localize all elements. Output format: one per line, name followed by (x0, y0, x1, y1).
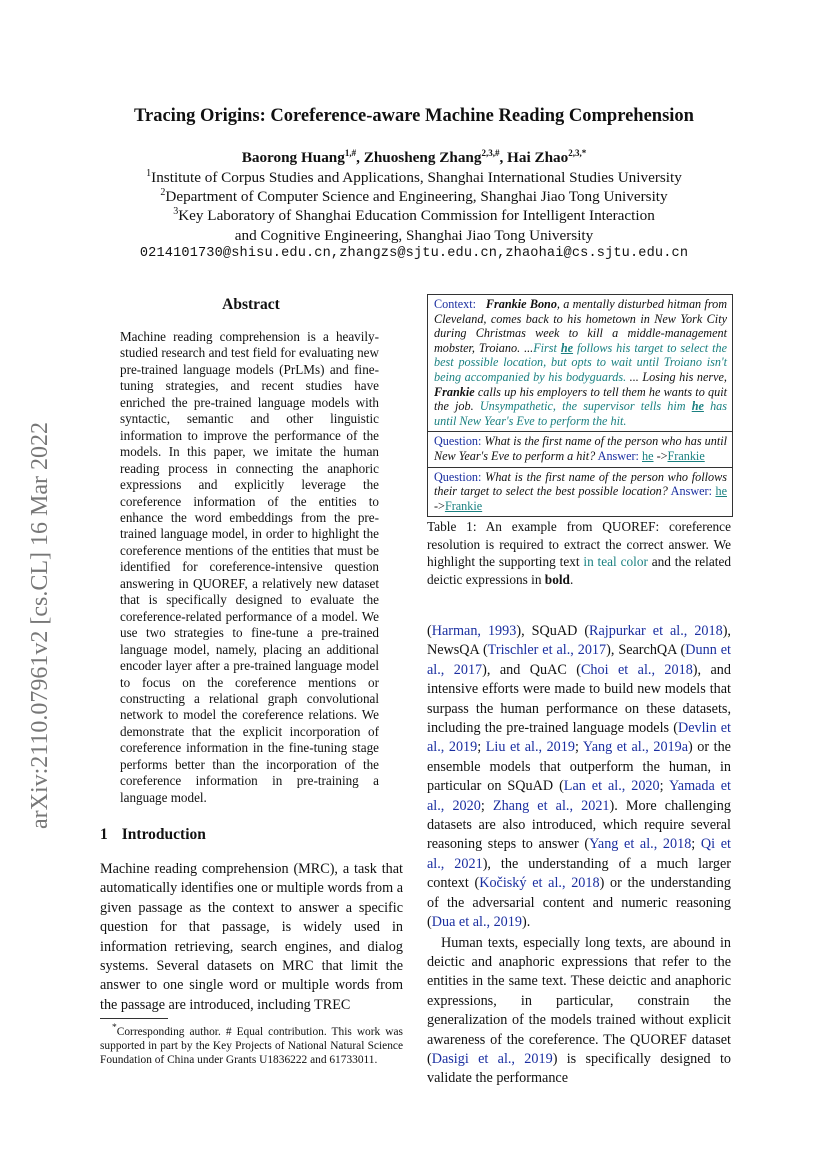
body-text: ; (574, 739, 583, 756)
body-text: ), NewsQA ( (427, 623, 731, 659)
affiliation (0, 206, 828, 225)
affiliation-mark: 3 (173, 206, 179, 217)
intro-text: Machine reading comprehension (MRC), a task that automatically identifies one or multiple words from a given passage as the context to answer a specific question for that passage, is widely used in information retrieving, search engines, and dialog systems. Several datasets on MRC that limit the answer to one single word or multiple words from the passage are introduced, including TREC (100, 861, 403, 1013)
caption-bold-text: bold (544, 571, 570, 587)
body-text: ), and intensive efforts were made to build new models that surpass the human performance on these datasets, including the pre-trained language models ( (427, 661, 731, 737)
citation-link[interactable]: Liu et al., 2019 (485, 739, 575, 756)
body-text: ). (521, 914, 531, 931)
section-title: Introduction (121, 826, 206, 843)
section-heading (100, 826, 220, 844)
context-label: Context: (434, 297, 476, 311)
answer-mention: he (715, 484, 727, 499)
body-text: ), SearchQA ( (606, 642, 686, 659)
context-entity: Frankie Bono (485, 297, 557, 311)
author-emails: 0214101730@shisu.edu.cn,zhangzs@sjtu.edu.cn,zhaohai@cs.sjtu.edu.cn (139, 246, 689, 261)
affiliation-text: Key Laboratory of Shanghai Education Commission for Intelligent Interaction (178, 207, 655, 225)
paragraph (427, 934, 731, 1089)
table-context-cell (428, 295, 732, 431)
body-text: ; (477, 739, 486, 756)
question-text: What is the first name of the person who follows their target to select the best possible location? (434, 469, 727, 499)
abstract-text: Machine reading comprehension is a heavily-studied research and test field for evaluating new pre-trained language models (PrLMs) and fine-tuning strategies, and recent studies have enriched the pre-trained language models with syntactic, semantic and other linguistic information to improve the performance of the models. In this paper, we imitate the human reading process in connecting the anaphoric expressions and explicitly leverage the coreference information of the entities to enhance the word embeddings from the pre-trained language model, in order to highlight the coreference mentions of the entities that must be identified for coreference-intensive question answering in QUOREF, a relatively new dataset that is specifically designed to evaluate the coreference-related performance of a model. We use two strategies to fine-tune a pre-trained language model, namely, placing an additional encoder layer after a pre-trained language model to focus on the coreference mentions or constructing a relational graph convolutional network to model the coreference relations. We demonstrate that the explicit incorporation of coreference information in the fine-tuning stage performs better than the incorporation of the coreference information in pre-training a language model. (120, 329, 379, 805)
citation-link[interactable]: Zhang et al., 2021 (492, 797, 610, 814)
supporting-text: follows his target to select the best possible location, but opts to wait until Troiano isn't being accompanied by his bodyguards. (434, 340, 727, 384)
author-affiliation-mark: 2,3,* (568, 148, 587, 158)
paper-title: Tracing Origins: Coreference-aware Machine Reading Comprehension (134, 106, 694, 126)
body-text: ) is specifically designed to validate the performance (427, 1050, 731, 1087)
affiliation-text: Department of Computer Science and Engineering, Shanghai Jiao Tong University (165, 188, 668, 206)
citation-link[interactable]: Yang et al., 2019a (582, 739, 689, 756)
table-question-cell (428, 467, 732, 517)
body-text: ) or the understanding of the adversarial content and numeric reasoning ( (427, 875, 731, 931)
citation-link[interactable]: Harman, 1993 (431, 623, 517, 639)
context-text: , a mentally disturbed hitman from Cleveland, comes back to his hometown in New York City during Christmas week to kill a middle-management mobster, Troiano. ... (434, 297, 727, 355)
deictic-expression: he (691, 399, 704, 414)
answer-label: Answer: (667, 484, 712, 499)
footnote-divider (100, 1018, 168, 1019)
citation-link[interactable]: Choi et al., 2018 (580, 661, 693, 678)
affiliation-text: Institute of Corpus Studies and Applications, Shanghai International Studies University (151, 169, 682, 187)
author-name: Zhuosheng Zhang (363, 149, 482, 167)
body-text: ), SQuAD ( (516, 623, 590, 639)
caption-text: . (569, 571, 574, 587)
affiliation (0, 187, 828, 206)
body-text: ), and QuAC ( (482, 661, 581, 678)
answer-arrow: -> (434, 498, 445, 513)
context-text: ... Losing his nerve, (626, 369, 727, 384)
context-text: calls up his employers to tell them he wants to quit the job. (434, 384, 727, 414)
footnote-text: Corresponding author. # Equal contribution. This work was supported in part by the Key Projects of National Natural Science Foundation of China under Grants U1836222 and 61733011. (100, 1025, 403, 1067)
caption-text: Table 1: An example from QUOREF: coreference resolution is required to extract the correct answer. We highlight the supporting text (427, 519, 731, 569)
author-name: Hai Zhao (507, 149, 569, 167)
body-text: ; (659, 778, 669, 795)
question-label: Question: (434, 434, 482, 449)
question-text: What is the first name of the person who has until New Year's Eve to perform a hit? (434, 434, 727, 463)
caption-text: and the related deictic expressions in (427, 554, 731, 587)
citation-link[interactable]: Rajpurkar et al., 2018 (589, 623, 723, 639)
affiliation-mark: 1 (146, 168, 152, 179)
answer-entity: Frankie (667, 448, 705, 463)
citation-link[interactable]: Lan et al., 2020 (563, 778, 660, 795)
supporting-text: First (533, 340, 561, 355)
author-name: Baorong Huang (241, 149, 345, 167)
body-text: ; (480, 797, 493, 814)
answer-entity: Frankie (444, 498, 483, 513)
author-affiliation-mark: 1,# (344, 148, 357, 158)
citation-link[interactable]: Kočiský et al., 2018 (479, 875, 600, 892)
citation-link[interactable]: Devlin et al., 2019 (427, 720, 731, 756)
citation-link[interactable]: Dunn et al., 2017 (427, 642, 731, 678)
question-label: Question: (434, 469, 482, 484)
answer-label: Answer: (595, 448, 639, 463)
citation-link[interactable]: Trischler et al., 2017 (487, 642, 607, 659)
arxiv-stamp: arXiv:2110.07961v2 [cs.CL] 16 Mar 2022 (27, 421, 53, 830)
footnote-mark: * (112, 1023, 117, 1033)
body-text: ). More challenging datasets are also introduced, which require several reasoning steps to answer ( (427, 797, 731, 853)
affiliation (0, 168, 828, 187)
answer-arrow: -> (653, 448, 668, 463)
citation-link[interactable]: Dasigi et al., 2019 (431, 1050, 553, 1067)
answer-mention: he (642, 448, 654, 463)
context-entity: Frankie (434, 384, 475, 399)
paragraph: (Harman, 1993), SQuAD (Rajpurkar et al., 2018), NewsQA (Trischler et al., 2017), SearchQA (Dunn et al., 2017), and QuAC (Choi et al., 2018), and intensive efforts were made to build new models that surpass the human performance on these datasets, including the pre-trained language models (Devlin et al., 2019; Liu et al., 2019; Yang et al., 2019a) or the ensemble models that outperform the human, in particular on SQuAD (Lan et al., 2020; Yamada et al., 2020; Zhang et al., 2021). More challenging datasets are also introduced, which require several reasoning steps to answer (Yang et al., 2018; Qi et al., 2021), the understanding of a much larger context (Kočiský et al., 2018) or the understanding of the adversarial content and numeric reasoning (Dua et al., 2019). (427, 623, 731, 931)
citation-link[interactable]: Dua et al., 2019 (431, 914, 522, 931)
affiliation-mark: 2 (160, 187, 166, 198)
supporting-text: Unsympathetic, the supervisor tells him (479, 399, 692, 414)
citation-link[interactable]: Yang et al., 2018 (589, 836, 692, 853)
body-text: ), the understanding of a much larger context ( (427, 855, 731, 892)
footnote (100, 1021, 403, 1067)
affiliation (0, 226, 828, 245)
deictic-expression: he (560, 340, 574, 355)
supporting-text: has until New Year's Eve to perform the hit. (434, 399, 727, 428)
table-caption (427, 518, 731, 588)
body-text: ; (691, 836, 701, 853)
section-number: 1 (100, 826, 108, 843)
citation-link[interactable]: Qi et al., 2021 (427, 836, 731, 872)
right-column-text (427, 622, 731, 1089)
table-1-example (427, 294, 733, 517)
affiliation-text: and Cognitive Engineering, Shanghai Jiao Tong University (234, 227, 594, 245)
table-question-cell (428, 431, 732, 466)
author-affiliation-mark: 2,3,# (481, 148, 500, 158)
body-text: Human texts, especially long texts, are abound in deictic and anaphoric expressions that refer to the entities in the same text. These deictic and anaphoric expressions, in particular, constrain the generalization of the models trained without explicit awareness of the coreference. The QUOREF dataset ( (427, 934, 731, 1067)
citation-link[interactable]: Yamada et al., 2020 (427, 778, 731, 814)
abstract-heading: Abstract (222, 296, 280, 313)
caption-teal-text: in teal color (583, 554, 648, 569)
author-list: Baorong Huang$^{1,\#}$, Zhuosheng Zhang$^{2,3,\#}$, Hai Zhao$^{2,3,*}$ (241, 148, 587, 167)
body-text: ) or the ensemble models that outperform the human, in particular on SQuAD ( (427, 739, 731, 795)
